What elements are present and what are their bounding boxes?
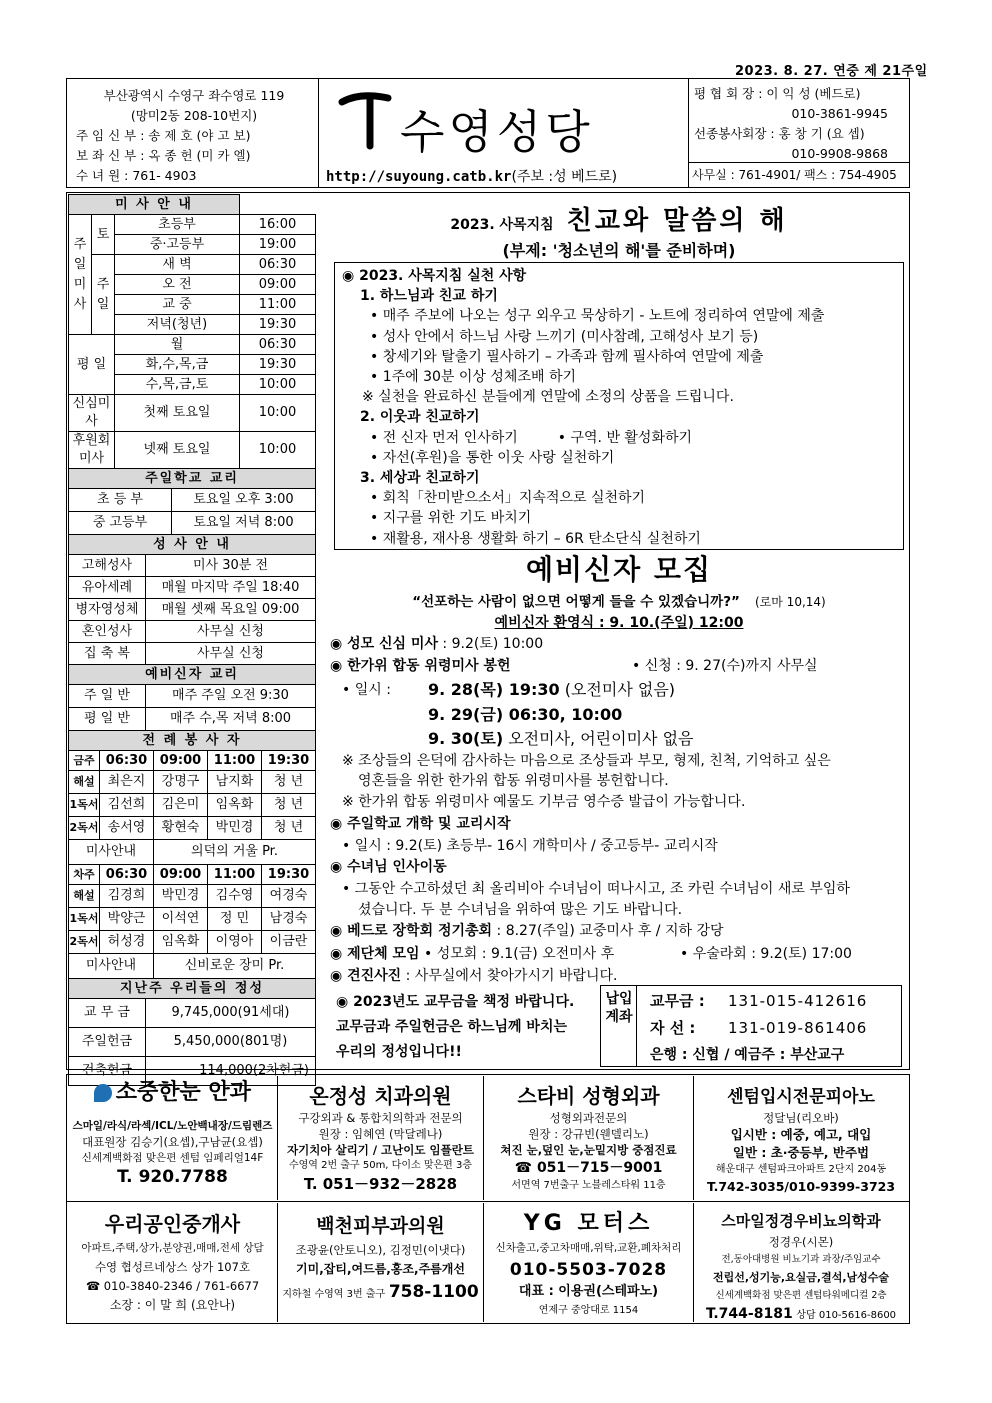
address-line2: (망미2동 208-10번지) (130, 108, 258, 123)
ad-dental-clinic: 온정성 치과의원 구강외과 & 통합치의학과 전문의 원장 : 임혜연 (막달레나) 자기치아 살리기 / 고난이도 임플란트 수영역 2번 출구 50m, 다이소 맞은편 3층 T. 051－932－2828 (278, 1076, 484, 1200)
theme-title: 2023. 사목지침 친교와 말씀의 해 (450, 206, 788, 236)
cross-logo-icon (330, 84, 410, 154)
notice-scholarship: ◉ 베드로 장학회 정기총회 : 8.27(주일) 교중미사 후 / 지하 강당 (330, 923, 724, 939)
logo-text: 수영성당 (400, 105, 594, 159)
ad-motors: YG 모터스 신차출고,중고차매매,위탁,교환,폐차처리 010-5503-7028 대표 : 이용권(스테파노) 연제구 중앙대로 1154 (484, 1203, 694, 1322)
ad-real-estate: 우리공인중개사 아파트,주택,상가,분양권,매매,전세 상담 수영 협성르네상스 상가 107호 ☎ 010-3840-2346 / 761-6677 소장 : 이 말 희 (요안나) (68, 1203, 278, 1322)
sunday-school-table: 주일학교 교리 초 등 부 토요일 오후 3:00 중 고등부 토요일 저녁 8:00 (68, 468, 316, 535)
notice-chuseok-mass: ◉ 한가위 합동 위령미사 봉헌 (330, 658, 511, 674)
accounts: 교무금 : 131-015-412616 자 선 : 131-019-861406 은행 : 신협 / 예금주 : 부산교구 (650, 992, 868, 1063)
theme-subtitle: (부제: '청소년의 해'를 준비하며) (502, 241, 736, 260)
servers-table: 전 례 봉 사 자 금주 06:30 09:00 11:00 19:30 해설 최은지 강명구 남지화 청 년 1독서 김선희 김은미 임옥화 청 년 2독서 송서영 황현숙 박민경 청 년 미사안내 의덕의 거울 Pr. 차주 06:30 09:00 11:00 19:30 해설 김경희 박민경 김수영 여경숙 1독서 박양근 이석연 정 민 남경숙 2독서 허성경 임옥화 이영아 이금란 미사안내 신비로운 장미 Pr. (68, 730, 316, 979)
pastor: 주 임 신 부 : 송 제 호 (야 고 보) (76, 128, 251, 143)
ad-plastic-surgery: 스타비 성형외과 성형외과전문의 원장 : 강규빈(웬델리노) 쳐진 눈,덮인 눈,눈밑지방 중점진료 ☎ 051－715－9001 서면역 7번출구 노블레스타워 11층 (484, 1076, 694, 1200)
parish-info (72, 86, 316, 186)
offerings-table: 지난주 우리들의 정성 교 무 금 9,745,000(91세대) 주일헌금 5,450,000(801명) 건축헌금 114,000(2차헌금) (68, 978, 316, 1086)
notice-sunday-school: ◉ 주일학교 개학 및 교리시작 (330, 816, 511, 832)
recruit-welcome: 예비신자 환영식 : 9. 10.(주일) 12:00 (494, 615, 744, 631)
office-phone: 사무실 : 761-4901/ 팩스 : 754-4905 (692, 168, 897, 182)
parish-url-line (326, 166, 617, 186)
issue-date: 2023. 8. 27. 연중 제 21주일 (735, 64, 928, 79)
ad-urology: 스마일정경우비뇨의학과 정경우(시몬) 전,동아대병원 비뇨기과 과장/주임교수 전립선,성기능,요실금,결석,남성수술 신세계백화점 맞은편 센텀타워메디컬 2층 T.744-8181 상담 010-5616-8600 (705, 1212, 897, 1322)
notice-sisters: ◉ 수녀님 인사이동 (330, 859, 447, 875)
recruit-title: 예비신자 모집 (525, 553, 713, 586)
tithe-message: ◉ 2023년도 교무금을 책정 바랍니다. 교무금과 주일헌금은 하느님께 바치는 우리의 정성입니다!! (336, 994, 575, 1060)
parish-url[interactable]: http://suyoung.catb.kr (326, 169, 512, 185)
convent: 수 녀 원 : 761- 4903 (76, 168, 197, 183)
ad-dermatology: 백천피부과의원 조광윤(안토니오), 김정민(이냇다) 기미,잡티,여드름,홍조,주름개선 지하철 수영역 3번 출구 758-1100 (278, 1203, 484, 1322)
assistant-pastor: 보 좌 신 부 : 옥 종 헌 (미 카 엘) (76, 148, 251, 163)
ad-piano-school: 센텀입시전문피아노 정달님(리오바) 입시반 : 예중, 예고, 대입 일반 : 초·중등부, 반주법 해운대구 센텀파크아파트 2단지 204동 T.742-3035/010-9399-3723 (706, 1087, 896, 1194)
bulletin-editor: (주보 :성 베드로) (511, 169, 618, 185)
mass-table: 미 사 안 내 주 일 미 사 토 초등부 16:00 중·고등부 19:00 주 일 새 벽 06:30 오 전 09:00 교 중 11:00 저녁(청년) 19:30 평 일 월 06:30 화,수,목,금 19:30 수,목,금,토 10:00 신심미사 첫째 토요일 10:00 후원회미사 넷째 토요일 10:00 (68, 194, 316, 469)
recruit-quote: “선포하는 사람이 없으면 어떻게 들을 수 있겠습니까?” (로마 10,14) (412, 594, 826, 610)
mass-title: 미 사 안 내 (69, 195, 240, 215)
notice-marian-mass: ◉ 성모 신심 미사 : 9.2(토) 10:00 (330, 636, 544, 652)
ad-eye-clinic: 소중한눈 안과 스마일/라식/라섹/ICL/노안백내장/드림렌즈 대표원장 김승기(요셉),구남균(요셉) 신세계백화점 맞은편 센텀 임페리얼14F T. 920.7788 (68, 1076, 278, 1200)
guidelines-list: ◉ 2023. 사목지침 실천 사항 1. 하느님과 친교 하기 • 매주 주보에 나오는 성구 외우고 묵상하기 - 노트에 정리하여 연말에 제출 • 성사 안에서 하느님 사랑 느끼기 (미사참례, 고해성사 보기 등) • 창세기와 탈출기 필사하기 – 가족과 함께 필사하여 연말에 제출 • 1주에 30분 이상 성체조배 하기 ※ 실천을 완료하신 분들에게 연말에 소정의 상품을 드립니다. 2. 이웃과 친교하기 • 전 신자 먼저 인사하기 • 구역. 반 활성화하기 • 자선(후원)을 통한 이웃 사랑 실천하기 3. 세상과 친교하기 • 회칙「찬미받으소서」지속적으로 실천하기 • 지구를 위한 기도 바치기 • 재활용, 재사용 생활화 하기 – 6R 탄소단식 실천하기 (342, 268, 825, 547)
catechumen-table: 예비신자 교리 주 일 반 매주 주일 오전 9:30 평 일 반 매주 수,목 저녁 8:00 (68, 664, 316, 731)
address-line1: 부산광역시 수영구 좌수영로 119 (103, 88, 285, 103)
contacts: 평 협 회 장 : 이 익 성 (베드로) 010-3861-9945 선종봉사회장 : 홍 창 기 (요 셉) 010-9908-9868 (694, 86, 888, 161)
notice-groups: ◉ 제단체 모임 • 성모회 : 9.1(금) 오전미사 후 (330, 946, 615, 962)
eye-clinic-logo-icon (94, 1084, 112, 1102)
weekday-label: 평 일 (69, 335, 115, 395)
sunday-mass-label: 주 일 미 사 (69, 215, 92, 335)
left-column (68, 194, 316, 1086)
parish-logo (330, 84, 680, 159)
sacraments-table: 성 사 안 내 고해성사 미사 30분 전 유아세례 매월 마지막 주일 18:40 병자영성체 매월 셋째 목요일 09:00 혼인성사 사무실 신청 집 축 복 사무실 신청 (68, 534, 316, 665)
deposit-label: 납입계좌 (605, 991, 633, 1025)
notice-confirmation-photos: ◉ 견진사진 : 사무실에서 찾아가시기 바랍니다. (330, 968, 618, 984)
